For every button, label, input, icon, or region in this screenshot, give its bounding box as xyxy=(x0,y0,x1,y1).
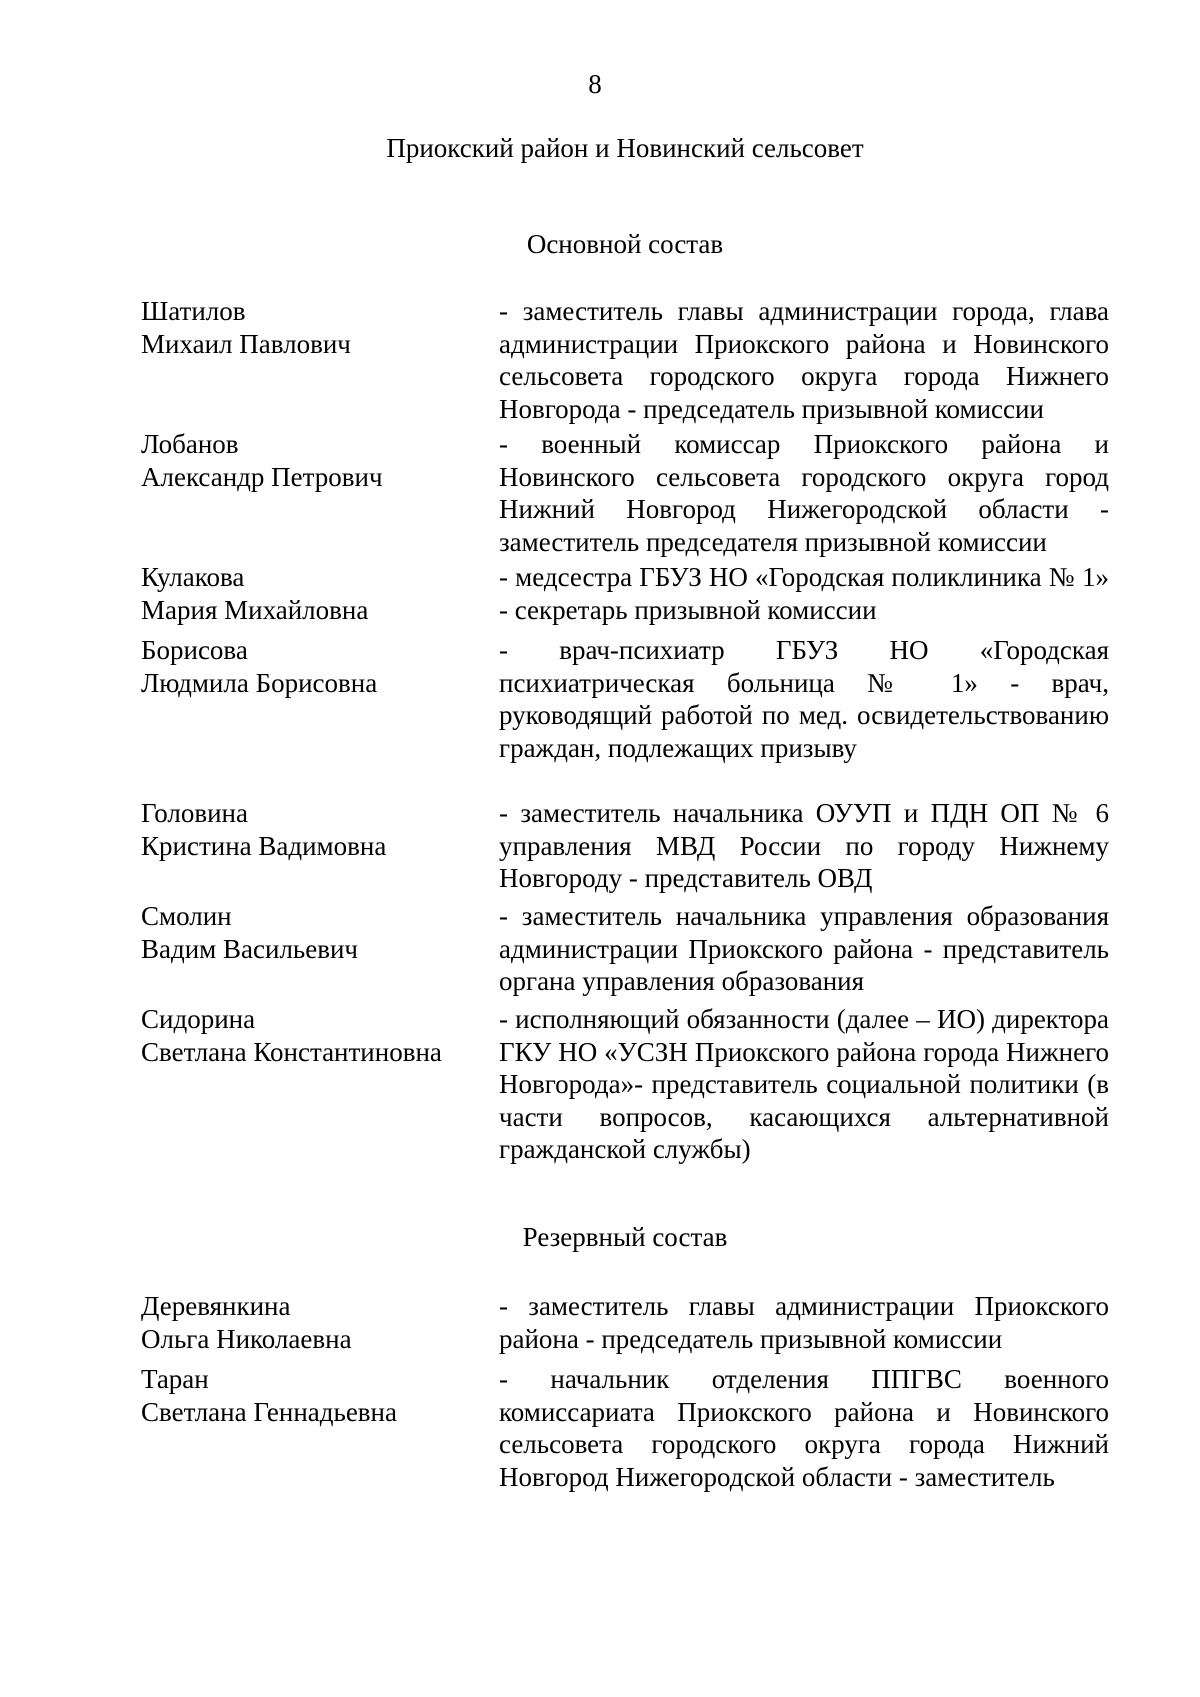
district-title: Приокский район и Новинский сельсовет xyxy=(386,133,864,163)
member-role: - военный комиссар Приокского района и Новинского сельсовета городского округа город Нижний Новгород Нижегородской области - заместитель председателя призывной комиссии xyxy=(499,429,1109,557)
main-composition-heading: Основной состав xyxy=(526,229,724,259)
member-surname: Лобанов xyxy=(141,429,239,459)
member-name xyxy=(141,1003,481,1068)
member-role: - заместитель главы администрации города, глава администрации Приокского района и Новинского сельсовета городского округа города Нижнего Новгорода - председатель призывной комиссии xyxy=(499,296,1109,424)
member-given-name: Михаил Павлович xyxy=(141,328,351,359)
member-given-name: Александр Петрович xyxy=(141,461,383,492)
member-role: - врач-психиатр ГБУЗ НО «Городская психиатрическая больница № 1» - врач, руководящий работой по мед. освидетельствованию граждан, подлежащих призыву xyxy=(499,635,1109,763)
reserve-composition-heading: Резервный состав xyxy=(522,1222,728,1252)
member-name xyxy=(141,295,481,360)
member-role: - заместитель начальника управления образования администрации Приокского района - представитель органа управления образования xyxy=(499,901,1109,996)
member-surname: Шатилов xyxy=(141,296,246,326)
member-surname: Таран xyxy=(141,1364,209,1394)
member-given-name: Вадим Васильевич xyxy=(141,933,358,964)
page-number: 8 xyxy=(588,69,602,99)
member-name xyxy=(141,1290,481,1355)
member-given-name: Ольга Николаевна xyxy=(141,1323,352,1354)
member-role: - начальник отделения ППГВС военного комиссариата Приокского района и Новинского сельсовета городского округа города Нижний Новгород Нижегородской области - заместитель xyxy=(499,1364,1109,1492)
member-given-name: Мария Михайловна xyxy=(141,594,369,625)
member-role: - медсестра ГБУЗ НО «Городская поликлиника № 1» - секретарь призывной комиссии xyxy=(499,562,1109,625)
member-surname: Кулакова xyxy=(141,562,245,592)
member-name xyxy=(141,428,481,493)
member-name xyxy=(141,797,481,862)
member-given-name: Кристина Вадимовна xyxy=(141,830,387,861)
member-surname: Головина xyxy=(141,798,248,828)
member-surname: Деревянкина xyxy=(141,1291,291,1321)
member-name xyxy=(141,634,481,699)
member-given-name: Светлана Геннадьевна xyxy=(141,1396,397,1427)
member-surname: Борисова xyxy=(141,635,248,665)
member-surname: Сидорина xyxy=(141,1004,256,1034)
member-name xyxy=(141,1363,481,1428)
member-name xyxy=(141,561,481,626)
member-given-name: Людмила Борисовна xyxy=(141,667,378,698)
member-name xyxy=(141,900,481,965)
member-given-name: Светлана Константиновна xyxy=(141,1036,442,1067)
member-role: - заместитель начальника ОУУП и ПДН ОП № 6 управления МВД России по городу Нижнему Новгороду - представитель ОВД xyxy=(499,798,1109,893)
member-role: - исполняющий обязанности (далее – ИО) директора ГКУ НО «УСЗН Приокского района города Нижнего Новгорода»- представитель социальной политики (в части вопросов, касающихся альтернативной гражданской службы) xyxy=(499,1004,1109,1164)
member-role: - заместитель главы администрации Приокского района - председатель призывной комиссии xyxy=(499,1291,1109,1354)
member-surname: Смолин xyxy=(141,901,232,931)
